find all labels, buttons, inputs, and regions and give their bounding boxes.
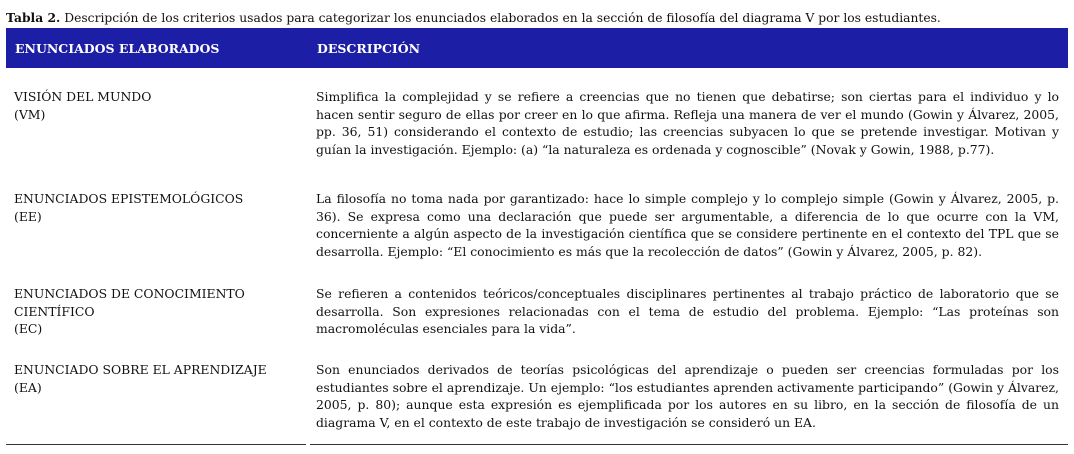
table-bottom-rule bbox=[310, 444, 1068, 445]
row-label: VISIÓN DEL MUNDO (VM) bbox=[14, 89, 152, 122]
header-descripcion: DESCRIPCIÓN bbox=[317, 41, 421, 56]
row-label: ENUNCIADOS DE CONOCIMIENTO CIENTÍFICO (EC) bbox=[14, 286, 245, 337]
table-bottom-rule bbox=[6, 444, 306, 445]
table-header bbox=[6, 28, 1068, 68]
row-label: ENUNCIADO SOBRE EL APRENDIZAJE (EA) bbox=[14, 362, 267, 395]
row-description: Se refieren a contenidos teóricos/conceptuales disciplinares pertinentes al trabajo práctico de laboratorio que se desarrolla. Son expresiones relacionadas con el tema de estudio del problema. Ejemplo: “Las proteínas son macromoléculas esenciales para la vida”. bbox=[316, 286, 1059, 337]
caption-label: Tabla 2. bbox=[6, 10, 61, 25]
row-description: Son enunciados derivados de teorías psicológicas del aprendizaje o pueden ser creencias formuladas por los estudiantes sobre el aprendizaje. Un ejemplo: “los estudiantes aprenden activamente participando” (Gowin y Álvarez, 2005, p. 80); aunque esta expresión es ejemplificada por los autores en su libro, en la sección de filosofía de un diagrama V, en el contexto de este trabajo de investigación se consideró un EA. bbox=[316, 362, 1059, 430]
row-description: Simplifica la complejidad y se refiere a creencias que no tienen que debatirse; son ciertas para el individuo y lo hacen sentir seguro de ellas por creer en lo que afirma. Refleja una manera de ver el mundo (Gowin y Álvarez, 2005, pp. 36, 51) considerando el contexto de estudio; las creencias subyacen lo que se pretende investigar. Motivan y guían la investigación. Ejemplo: (a) “la naturaleza es ordenada y cognoscible” (Novak y Gowin, 1988, p.77). bbox=[316, 89, 1059, 157]
header-enunciados: ENUNCIADOS ELABORADOS bbox=[15, 41, 220, 56]
caption-text: Descripción de los criterios usados para categorizar los enunciados elaborados en la sección de filosofía del diagrama V por los estudiantes. bbox=[64, 11, 941, 25]
row-description: La filosofía no toma nada por garantizado: hace lo simple complejo y lo complejo simple (Gowin y Álvarez, 2005, p. 36). Se expresa como una declaración que puede ser argumentable, a diferencia de lo que ocurre con la VM, concerniente a algún aspecto de la investigación científica que se considere pertinente en el contexto del TPL que se desarrolla. Ejemplo: “El conocimiento es más que la recolección de datos” (Gowin y Álvarez, 2005, p. 82). bbox=[316, 191, 1059, 259]
table-caption bbox=[6, 10, 1068, 26]
row-label: ENUNCIADOS EPISTEMOLÓGICOS (EE) bbox=[14, 191, 244, 224]
